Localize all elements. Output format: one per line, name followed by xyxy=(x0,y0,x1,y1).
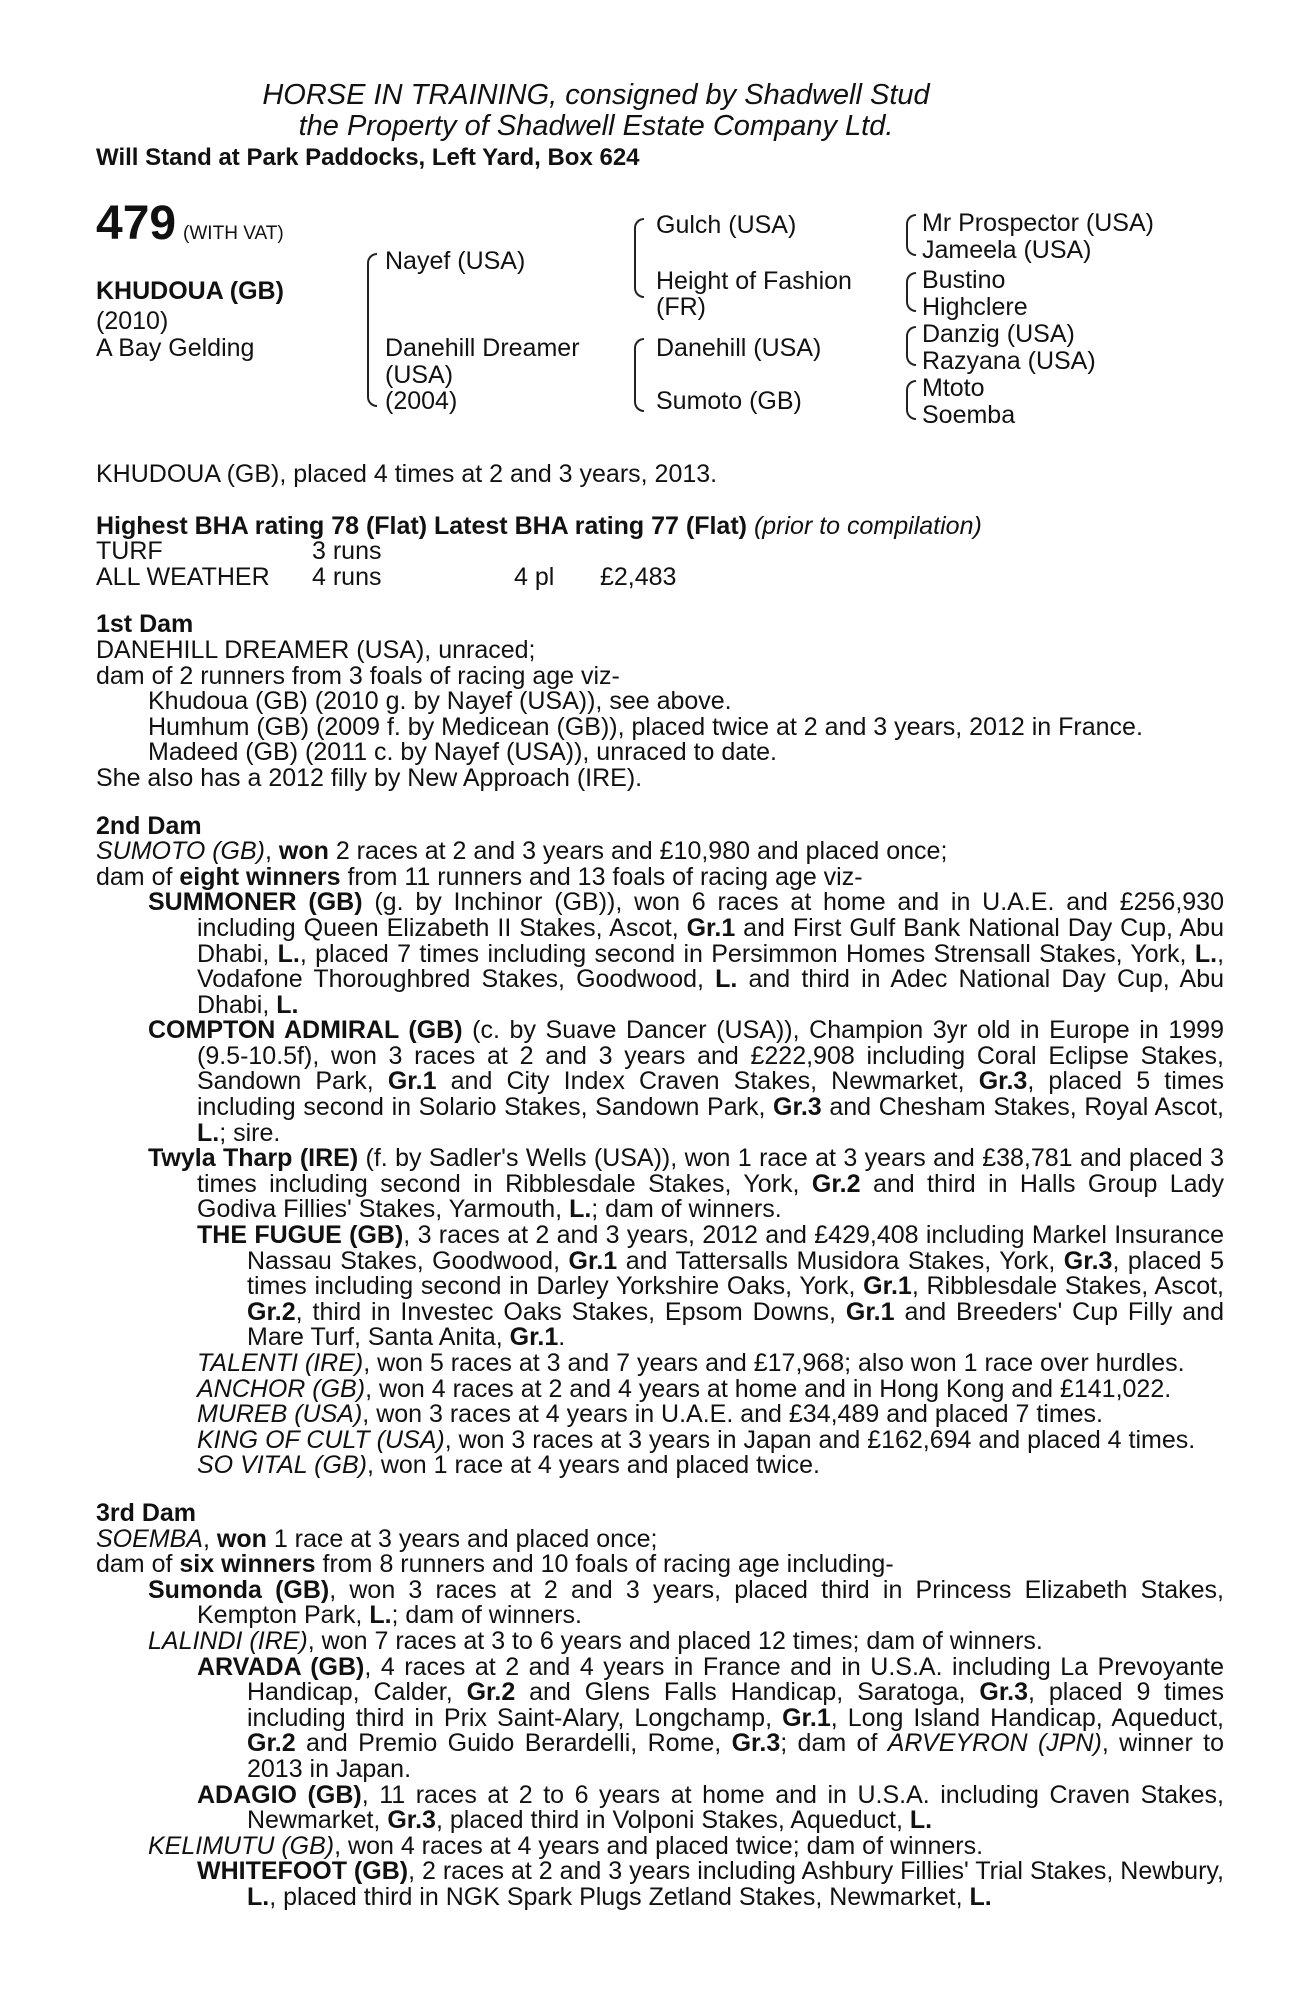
text: , 2 races at 2 and 3 years including Ashbury Fillies' Trial Stakes, Newbury, xyxy=(408,1857,1225,1886)
horse-year: (2010) xyxy=(96,307,169,335)
produce-name: Twyla Tharp (IRE) xyxy=(148,1144,359,1173)
grade: L. xyxy=(197,1118,220,1147)
produce-entry-arvada xyxy=(96,1652,1224,1783)
sire-name: Nayef (USA) xyxy=(385,247,526,275)
vat-note: (WITH VAT) xyxy=(183,223,284,244)
produce-name: WHITEFOOT (GB) xyxy=(197,1857,409,1886)
dam-name-1: Danehill Dreamer xyxy=(385,334,580,362)
produce-entry-compton-admiral xyxy=(96,1018,1224,1146)
produce-name: TALENTI (IRE) xyxy=(197,1349,364,1377)
grade: L. xyxy=(569,1195,592,1224)
second-dam-heading: 2nd Dam xyxy=(96,811,202,840)
ds-dam: Razyana (USA) xyxy=(922,347,1096,375)
dam-name-2: (USA) xyxy=(385,361,454,389)
third-dam-heading: 3rd Dam xyxy=(96,1498,197,1527)
catalogue-body xyxy=(96,462,1224,1910)
all-weather-prize: £2,483 xyxy=(600,562,677,591)
dd-dam: Soemba xyxy=(922,401,1016,429)
sire-dam-1: Height of Fashion xyxy=(656,267,852,295)
text: , placed 5 times including second in Solario Stakes, Sandown Park, xyxy=(197,1067,1224,1122)
text: , won 4 races at 4 years and placed twice; dam of winners. xyxy=(334,1831,984,1860)
produce-entry-twyla-tharp xyxy=(96,1146,1224,1223)
produce-entry-mureb xyxy=(96,1402,1224,1428)
pedigree-brace xyxy=(634,338,644,412)
text: , won 3 races at 2 and 3 years, placed third in Princess Elizabeth Stakes, Kempton Park, xyxy=(197,1575,1224,1630)
lot-number-line xyxy=(96,197,284,250)
text: , third in Investec Oaks Stakes, Epsom Downs, xyxy=(295,1297,846,1326)
grade: Gr.3 xyxy=(979,1678,1029,1707)
produce-name: ANCHOR (GB) xyxy=(197,1374,366,1403)
produce-entry-whitefoot xyxy=(96,1859,1224,1910)
second-dam-section xyxy=(96,839,1224,1479)
ss-dam: Jameela (USA) xyxy=(922,236,1092,264)
grade: L. xyxy=(369,1601,392,1630)
grade: Gr.2 xyxy=(811,1169,861,1198)
produce-name: ADAGIO (GB) xyxy=(197,1780,362,1809)
third-dam-section xyxy=(96,1524,1225,1911)
pedigree-brace xyxy=(367,253,377,407)
text: dam of xyxy=(96,1550,180,1579)
pedigree-brace xyxy=(906,380,916,420)
produce-name: LALINDI (IRE) xyxy=(148,1626,308,1655)
sd-dam: Highclere xyxy=(922,293,1028,321)
bha-ratings: Highest BHA rating 78 (Flat) Latest BHA rating 77 (Flat) xyxy=(96,511,747,540)
rating-block xyxy=(96,511,1224,591)
grade: Gr.1 xyxy=(387,1067,437,1096)
produce-entry-so-vital xyxy=(96,1453,1224,1479)
text: ; sire. xyxy=(219,1118,281,1147)
produce-name: KELIMUTU (GB) xyxy=(148,1831,335,1860)
grade: Gr.3 xyxy=(387,1806,436,1835)
grade: L. xyxy=(969,1882,992,1911)
text: and third in Adec National Day Cup, Abu Dhabi, xyxy=(197,965,1224,1019)
produce-entry-lalindi xyxy=(96,1626,1224,1655)
produce-entry-talenti xyxy=(96,1351,1224,1377)
horse-name: KHUDOUA (GB) xyxy=(96,277,284,305)
grade: L. xyxy=(276,990,299,1019)
text: , won 5 races at 3 and 7 years and £17,968; also won 1 race over hurdles. xyxy=(363,1349,1185,1377)
text: , xyxy=(264,837,279,866)
sire-sire: Gulch (USA) xyxy=(656,211,797,239)
text: , 3 races at 2 and 3 years, 2012 and £429,408 including Markel Insurance Nassau Stakes, Goodwood, xyxy=(247,1221,1224,1275)
grade: Gr.2 xyxy=(466,1678,516,1707)
dam-line: dam of 2 runners from 3 foals of racing age viz- xyxy=(96,661,620,690)
produce-line: Humhum (GB) (2009 f. by Medicean (GB)), placed twice at 2 and 3 years, 2012 in France. xyxy=(148,712,1143,741)
grade: Gr.3 xyxy=(731,1729,781,1758)
text: from 11 runners and 13 foals of racing age viz- xyxy=(340,862,863,891)
produce-name: COMPTON ADMIRAL (GB) xyxy=(148,1016,463,1045)
text: , 4 races at 2 and 4 years in France and in U.S.A. including La Prevoyante Handicap, Calder, xyxy=(247,1652,1224,1707)
first-dam-section xyxy=(96,635,1224,792)
text: and City Index Craven Stakes, Newmarket, xyxy=(436,1067,979,1096)
text: and Tattersalls Musidora Stakes, York, xyxy=(617,1246,1064,1275)
horse-description: A Bay Gelding xyxy=(96,334,255,362)
produce-name: SO VITAL (GB) xyxy=(197,1451,367,1480)
text: , won 4 races at 2 and 4 years at home and in Hong Kong and £141,022. xyxy=(365,1374,1172,1403)
consignment-line: HORSE IN TRAINING, consigned by Shadwell Stud xyxy=(262,79,930,111)
turf-label: TURF xyxy=(96,537,163,566)
stand-location: Will Stand at Park Paddocks, Left Yard, Box 624 xyxy=(96,144,640,171)
grade: L. xyxy=(247,1882,270,1911)
produce-name: SUMMONER (GB) xyxy=(148,888,363,917)
produce-name: THE FUGUE (GB) xyxy=(197,1221,404,1250)
pedigree-brace xyxy=(906,214,916,256)
won-label: won xyxy=(278,837,329,866)
grade: Gr.1 xyxy=(845,1297,895,1326)
produce-entry-anchor xyxy=(96,1374,1224,1403)
text: and Premio Guido Berardelli, Rome, xyxy=(295,1729,732,1758)
text: , Vodafone Thoroughbred Stakes, Goodwood, xyxy=(197,939,1225,994)
winners-count: eight winners xyxy=(179,862,341,891)
ss-sire: Mr Prospector (USA) xyxy=(922,209,1154,237)
text: , winner to 2013 in Japan. xyxy=(247,1729,1224,1783)
grade: Gr.3 xyxy=(978,1067,1028,1096)
text: and Glens Falls Handicap, Saratoga, xyxy=(515,1678,980,1707)
text: and third in Halls Group Lady Godiva Fillies' Stakes, Yarmouth, xyxy=(197,1169,1224,1224)
grade: Gr.1 xyxy=(782,1703,831,1732)
produce-entry-the-fugue xyxy=(96,1223,1224,1351)
grade: L. xyxy=(1194,939,1218,968)
dam-line: She also has a 2012 filly by New Approach (IRE). xyxy=(96,763,643,792)
ds-sire: Danzig (USA) xyxy=(922,320,1075,348)
text: , placed 9 times including third in Prix Saint-Alary, Longchamp, xyxy=(247,1678,1224,1732)
text: and First Gulf Bank National Day Cup, Abu Dhabi, xyxy=(197,913,1224,968)
text: , won 1 race at 4 years and placed twice. xyxy=(366,1451,820,1480)
text: ; dam of winners. xyxy=(391,1601,582,1630)
dam-foaled: (2004) xyxy=(385,387,458,415)
dam-sire: Danehill (USA) xyxy=(656,334,822,362)
text: , won 3 races at 3 years in Japan and £162,694 and placed 4 times. xyxy=(444,1425,1196,1454)
catalogue-page xyxy=(96,80,1224,1910)
pedigree-block xyxy=(96,197,1224,450)
produce-name: ARVEYRON (JPN) xyxy=(887,1729,1102,1758)
all-weather-row xyxy=(96,562,1224,591)
text: , xyxy=(202,1524,217,1553)
produce-line: Khudoua (GB) (2010 g. by Nayef (USA)), see above. xyxy=(148,687,732,716)
consignment-header xyxy=(96,80,1096,142)
all-weather-placed: 4 pl xyxy=(514,562,555,591)
sire-dam-2: (FR) xyxy=(656,293,706,321)
text: , placed 7 times including second in Persimmon Homes Strensall Stakes, York, xyxy=(299,939,1195,968)
grade: Gr.3 xyxy=(773,1093,822,1122)
grade: Gr.2 xyxy=(247,1297,296,1326)
text: 1 race at 3 years and placed once; xyxy=(266,1524,658,1553)
grade: L. xyxy=(277,939,300,968)
pedigree-brace xyxy=(906,272,916,312)
dam-name: SUMOTO (GB) xyxy=(96,837,265,866)
text: 2 races at 2 and 3 years and £10,980 and placed once; xyxy=(328,837,948,866)
winners-count: six winners xyxy=(179,1550,316,1579)
dd-sire: Mtoto xyxy=(922,374,985,402)
produce-entry-king-of-cult xyxy=(96,1425,1224,1454)
text: from 8 runners and 10 foals of racing age including- xyxy=(315,1550,894,1579)
text: . xyxy=(558,1323,566,1352)
text: (g. by Inchinor (GB)), won 6 races at home and in U.A.E. and £256,930 including Queen Elizabeth II Stakes, Ascot, xyxy=(197,888,1224,942)
sd-sire: Bustino xyxy=(922,266,1006,294)
text: and Chesham Stakes, Royal Ascot, xyxy=(821,1093,1224,1122)
produce-name: ARVADA (GB) xyxy=(197,1652,365,1681)
pedigree-brace xyxy=(634,218,644,298)
text: (c. by Suave Dancer (USA)), Champion 3yr old in Europe in 1999 (9.5-10.5f), won 3 races at 2 and 3 years and £222,908 including Coral Eclipse Stakes, Sandown Park, xyxy=(197,1016,1224,1096)
text: , Ribblesdale Stakes, Ascot, xyxy=(911,1272,1224,1301)
text: ; dam of xyxy=(780,1729,888,1758)
dam-line xyxy=(96,1552,1224,1578)
produce-entry-adagio xyxy=(96,1780,1224,1835)
grade: Gr.1 xyxy=(863,1272,912,1301)
text: , won 7 races at 3 to 6 years and placed 12 times; dam of winners. xyxy=(307,1626,1043,1655)
turf-runs: 3 runs xyxy=(312,537,382,566)
text: , 11 races at 2 to 6 years at home and in U.S.A. including Craven Stakes, Newmarket, xyxy=(247,1780,1224,1835)
turf-row xyxy=(96,539,1224,565)
text: , placed 5 times including second in Darley Yorkshire Oaks, York, xyxy=(247,1246,1224,1301)
dam-line xyxy=(96,839,1224,865)
dam-line: DANEHILL DREAMER (USA), unraced; xyxy=(96,635,536,664)
text: and Breeders' Cup Filly and Mare Turf, Santa Anita, xyxy=(247,1297,1224,1352)
dam-line xyxy=(96,862,1224,891)
grade: Gr.1 xyxy=(686,913,736,942)
all-weather-runs: 4 runs xyxy=(312,562,382,591)
pedigree-brace xyxy=(906,326,916,366)
produce-entry-summoner xyxy=(96,890,1224,1018)
race-summary: KHUDOUA (GB), placed 4 times at 2 and 3 years, 2013. xyxy=(96,460,718,488)
grade: Gr.1 xyxy=(509,1323,559,1352)
all-weather-label: ALL WEATHER xyxy=(96,562,270,591)
lot-number: 479 xyxy=(96,197,177,250)
text: ; dam of winners. xyxy=(591,1195,782,1224)
text: dam of xyxy=(96,862,180,891)
text: (f. by Sadler's Wells (USA)), won 1 race at 3 years and £38,781 and placed 3 times including second in Ribblesdale Stakes, York, xyxy=(197,1144,1224,1198)
produce-name: Sumonda (GB) xyxy=(148,1575,330,1604)
grade: Gr.1 xyxy=(568,1246,618,1275)
grade: L. xyxy=(909,1806,933,1835)
dam-line xyxy=(96,1524,1224,1553)
text: , placed third in Volponi Stakes, Aqueduct, xyxy=(435,1806,910,1835)
property-line: the Property of Shadwell Estate Company Ltd. xyxy=(298,110,894,142)
rating-note: (prior to compilation) xyxy=(753,511,982,540)
produce-name: MUREB (USA) xyxy=(197,1400,363,1429)
produce-name: KING OF CULT (USA) xyxy=(197,1425,445,1454)
dam-name: SOEMBA xyxy=(96,1524,203,1553)
rating-line xyxy=(96,511,1224,540)
grade: Gr.2 xyxy=(247,1729,296,1758)
produce-entry-sumonda xyxy=(96,1575,1224,1630)
produce-line: Madeed (GB) (2011 c. by Nayef (USA)), unraced to date. xyxy=(148,738,777,767)
produce-entry-kelimutu xyxy=(96,1831,1224,1860)
first-dam-heading: 1st Dam xyxy=(96,610,194,639)
grade: Gr.3 xyxy=(1063,1246,1113,1275)
grade: L. xyxy=(715,965,738,994)
dam-dam: Sumoto (GB) xyxy=(656,387,802,415)
text: , won 3 races at 4 years in U.A.E. and £34,489 and placed 7 times. xyxy=(362,1400,1104,1429)
won-label: won xyxy=(216,1524,267,1553)
text: , Long Island Handicap, Aqueduct, xyxy=(830,1703,1224,1732)
text: , placed third in NGK Spark Plugs Zetland Stakes, Newmarket, xyxy=(269,1882,970,1911)
